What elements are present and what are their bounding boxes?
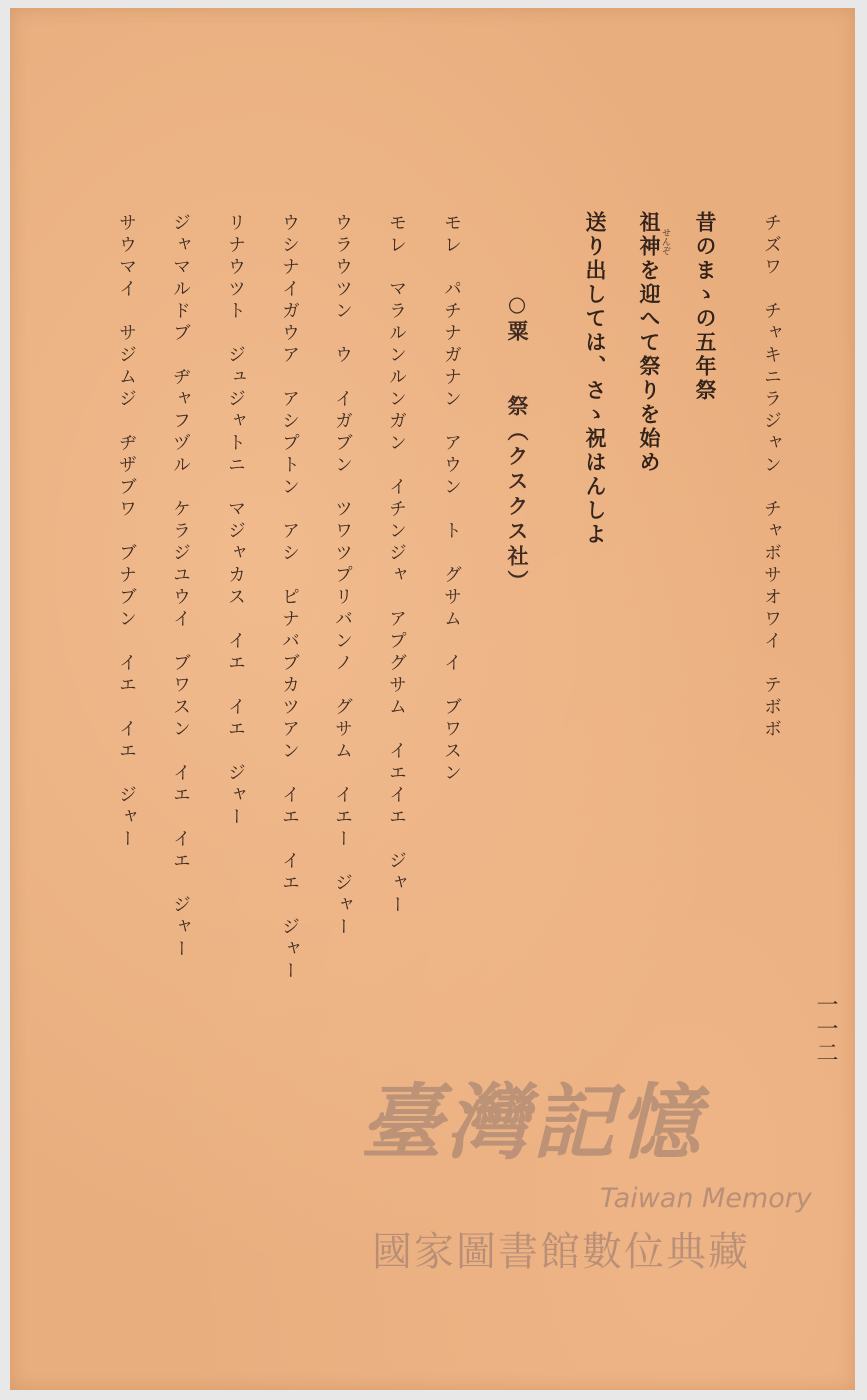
song-line: ジャマルドブ ヂャフヅル ケラジユウイ ブワスン イエ イエ ジャー — [170, 213, 191, 961]
book-page — [10, 8, 855, 1390]
song-line: リナウツト ジュジャトニ マジャカス イエ イエ ジャー — [225, 213, 246, 829]
page-number: 一一二 — [813, 993, 838, 1065]
section-heading: ○粟 祭（クスクス社） — [505, 292, 529, 595]
song-line: ウラウツン ウ イガブン ツワツプリバンノ グサム イエー ジャー — [332, 213, 353, 939]
poem-line: 祖神を迎へて祭りを始め — [637, 211, 661, 475]
chant-line: チズワ チャキニラジャン チャボサオワイ テボボ — [761, 213, 782, 741]
watermark-english: Taiwan Memory — [600, 1183, 812, 1214]
watermark-library: 國家圖書館數位典藏 — [372, 1229, 750, 1275]
song-line: モレ パチナガナン アウン ト グサム イ ブワスン — [441, 213, 462, 785]
poem-line: 昔のまゝの五年祭 — [693, 211, 717, 403]
furigana-ruby: せんぞ — [660, 228, 670, 255]
poem-line: 送り出しては、さゝ祝はんしよ — [583, 211, 607, 547]
watermark-calligraphy: 臺灣記憶 — [360, 1075, 704, 1171]
song-line: サウマイ サジムジ ヂザブワ ブナブン イエ イエ ジャー — [116, 213, 137, 851]
song-line: モレ マラルンルンガン イチンジャ アプグサム イエイエ ジャー — [386, 213, 407, 917]
song-line: ウシナイガウア アシプトン アシ ピナバブカツアン イエ イエ ジャー — [279, 213, 300, 983]
